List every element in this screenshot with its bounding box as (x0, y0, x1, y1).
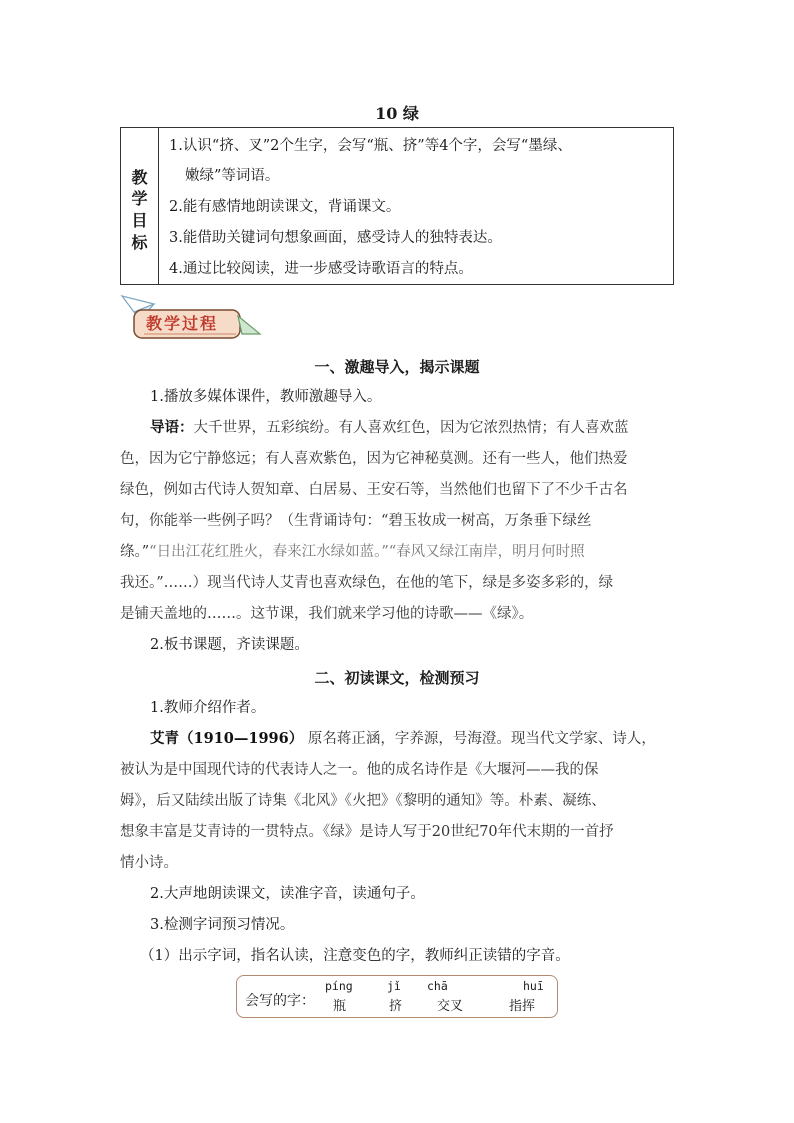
pinyin: huī (523, 979, 544, 993)
author-name: 艾青（1910—1996） (150, 730, 304, 747)
intro-line: 我还。”……）现当代诗人艾青也喜欢绿色，在他的笔下，绿是多姿多彩的，绿 (120, 575, 614, 591)
intro-line: 是铺天盖地的……。这节课，我们就来学习他的诗歌——《绿》。 (120, 606, 534, 622)
author-line: 姆》，后又陆续出版了诗集《北风》《火把》《黎明的通知》等。朴素、凝练、 (120, 793, 606, 809)
author-text: 原名蒋正涵，字养源，号海澄。现当代文学家、诗人， (307, 731, 656, 747)
goal-item: 1.认识“挤、叉”2个生字，会写“瓶、挤”等4个字，会写“墨绿、 (169, 138, 572, 154)
step-text: 1.教师介绍作者。 (150, 700, 266, 716)
author-line: 想象丰富是艾青诗的一贯特点。《绿》是诗人写于20世纪70年代末期的一首抒 (120, 824, 614, 840)
character: 瓶 (333, 999, 347, 1014)
author-line (150, 729, 656, 749)
character: 交叉 (437, 999, 464, 1014)
character: 挤 (389, 999, 403, 1014)
author-line: 被认为是中国现代诗的代表诗人之一。他的成名诗作是《大堰河——我的保 (120, 762, 599, 778)
goals-header-char: 教 (131, 168, 148, 187)
intro-label: 导语： (150, 419, 194, 436)
step-text: （1）出示字词，指名认读，注意变色的字，教师纠正读错的字音。 (140, 948, 570, 964)
writing-characters-box (236, 975, 558, 1018)
intro-line: 绿色，例如古代诗人贺知章、白居易、王安石等，当然他们也留下了不少千古名 (120, 482, 628, 498)
character: 指挥 (509, 999, 536, 1014)
pinyin: jǐ (387, 979, 401, 993)
step-text: 1.播放多媒体课件，教师激趣导入。 (150, 389, 382, 405)
goals-header (121, 128, 159, 284)
intro-line: 句，你能举一些例子吗？（生背诵诗句：“碧玉妆成一树高，万条垂下绿丝 (120, 513, 592, 529)
teaching-goals-table (120, 127, 674, 285)
step-text: 3.检测字词预习情况。 (150, 917, 295, 933)
goal-item: 2.能有感情地朗读课文，背诵课文。 (169, 199, 401, 215)
goals-header-char: 标 (131, 233, 148, 252)
write-box-label: 会写的字： (245, 993, 315, 1009)
poem-quote: “日出江花红胜火，春来江水绿如蓝。” (149, 544, 389, 560)
goals-header-char: 目 (131, 211, 148, 230)
poem-quote: 绦。” (120, 544, 150, 560)
intro-line: 色，因为它宁静悠远；有人喜欢紫色，因为它神秘莫测。还有一些人，他们热爱 (120, 451, 628, 467)
goal-item: 3.能借助关键词句想象画面，感受诗人的独特表达。 (169, 230, 502, 246)
goal-item: 嫩绿”等词语。 (185, 168, 280, 184)
goal-item: 4.通过比较阅读，进一步感受诗歌语言的特点。 (169, 261, 473, 277)
intro-text: 大千世界，五彩缤纷。有人喜欢红色，因为它浓烈热情；有人喜欢蓝 (193, 420, 629, 436)
pinyin: píng (325, 979, 353, 993)
section-heading: 二、初读课文，检测预习 (314, 669, 480, 687)
lesson-title: 10 绿 (375, 104, 419, 123)
poem-quote: “春风又绿江南岸，明月何时照 (388, 544, 585, 560)
section-heading: 一、激趣导入，揭示课题 (314, 358, 480, 376)
intro-line (150, 418, 629, 438)
author-line: 情小诗。 (120, 855, 178, 871)
intro-line (120, 542, 585, 562)
teaching-process-banner (120, 290, 262, 346)
banner-label: 教学过程 (146, 314, 219, 333)
step-text: 2.大声地朗读课文，读准字音，读通句子。 (150, 886, 425, 902)
goals-header-char: 学 (131, 189, 148, 208)
pinyin: chā (427, 979, 448, 993)
step-text: 2.板书课题，齐读课题。 (150, 637, 309, 653)
